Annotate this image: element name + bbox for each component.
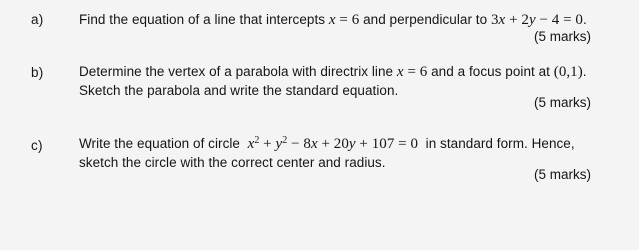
question-letter: b) — [31, 65, 44, 80]
question-text-line-2: sketch the circle with the correct center and radius. — [79, 155, 386, 170]
question-text: and perpendicular to — [363, 12, 488, 27]
equation-intercept: x = 6 — [328, 12, 360, 28]
question-letter: c) — [31, 138, 43, 153]
question-text: in standard form. Hence, — [425, 136, 575, 151]
question-text-line-1 — [79, 64, 587, 81]
period: . — [582, 12, 587, 27]
marks-label: (5 marks) — [534, 95, 591, 110]
question-text-line-2: Sketch the parabola and write the standard equation. — [79, 83, 399, 98]
focus-point: (0,1) — [553, 64, 583, 80]
equation-directrix: x = 6 — [396, 64, 428, 80]
question-text: Write the equation of circle — [79, 136, 240, 151]
question-text: and a focus point at — [431, 64, 550, 79]
question-text-line-1 — [79, 136, 575, 153]
equation-line: 3x + 2y − 4 = 0 — [490, 12, 583, 28]
period: . — [582, 64, 587, 79]
question-text-line-1 — [79, 12, 587, 29]
marks-label: (5 marks) — [534, 167, 591, 182]
marks-label: (5 marks) — [534, 29, 591, 44]
question-text: Determine the vertex of a parabola with directrix line — [79, 64, 394, 79]
equation-circle: $x^2 + y^2 - 8x + 20y + 107 = 0$ — [247, 135, 419, 152]
question-letter: a) — [31, 12, 44, 27]
question-text: Find the equation of a line that intercepts — [79, 12, 326, 27]
